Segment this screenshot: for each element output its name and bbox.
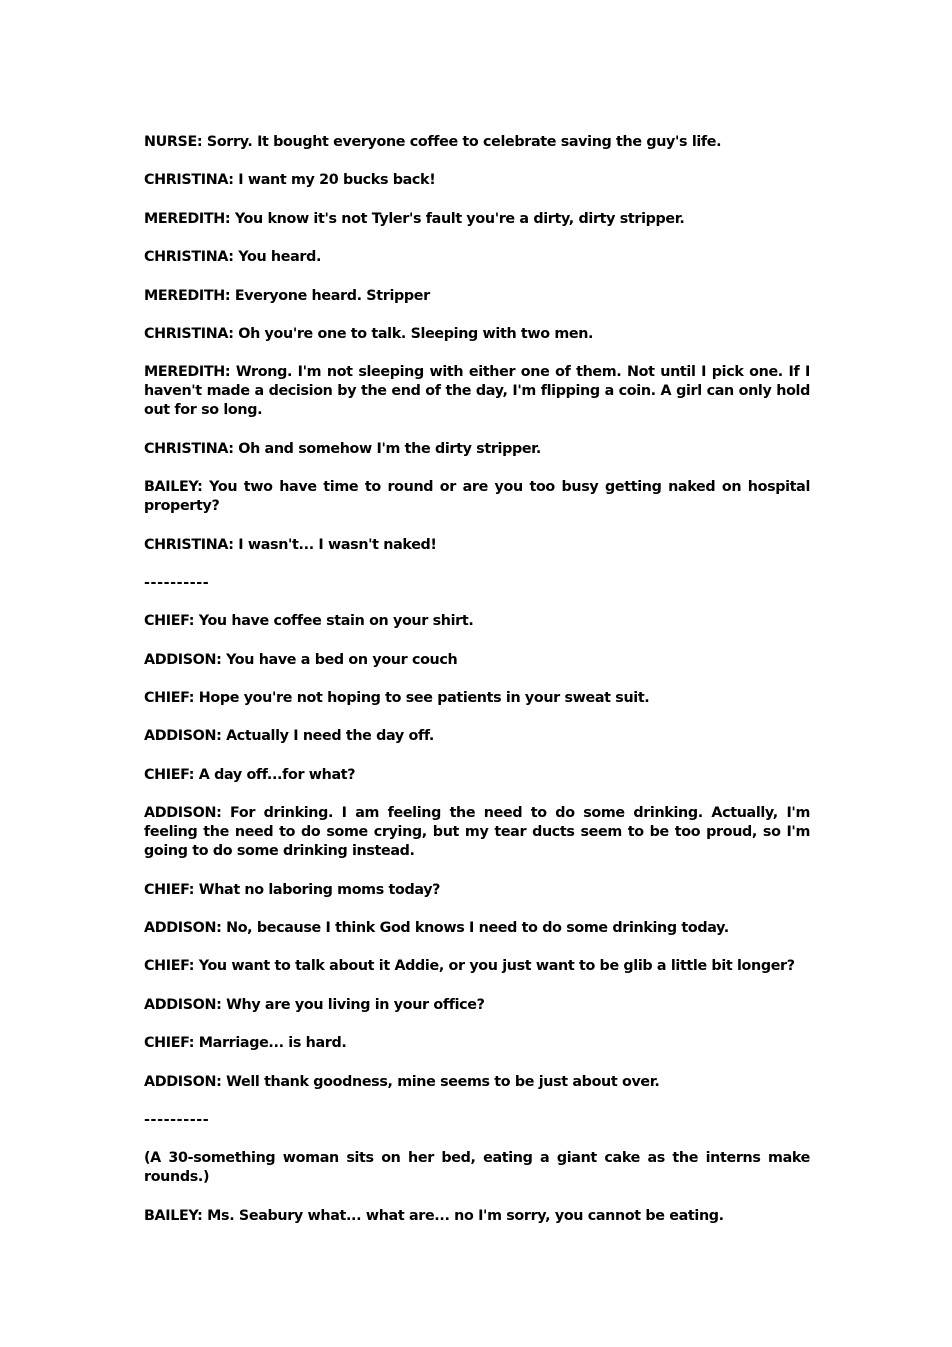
dialogue-line: CHRISTINA: I wasn't... I wasn't naked! — [144, 536, 437, 553]
dialogue-line: BAILEY: You two have time to round or are you too busy getting naked on hospital property? — [144, 479, 810, 515]
dialogue-line: CHIEF: Marriage... is hard. — [144, 1035, 347, 1052]
dialogue-line: ADDISON: Actually I need the day off. — [144, 728, 434, 745]
dialogue-line: ADDISON: Why are you living in your office? — [144, 996, 485, 1013]
dialogue-line: CHRISTINA: You heard. — [144, 249, 322, 266]
scene-divider: ---------- — [144, 1111, 210, 1128]
dialogue-line: CHRISTINA: Oh and somehow I'm the dirty stripper. — [144, 440, 541, 457]
dialogue-line: CHIEF: What no laboring moms today? — [144, 881, 441, 898]
dialogue-line: MEREDITH: Wrong. I'm not sleeping with either one of them. Not until I pick one. If I haven't made a decision by the end of the day, I'm flipping a coin. A girl can only hold out for so long. — [144, 364, 810, 419]
dialogue-line: BAILEY: Ms. Seabury what... what are... no I'm sorry, you cannot be eating. — [144, 1207, 724, 1224]
script-text-body — [144, 133, 810, 1245]
dialogue-line: CHIEF: A day off...for what? — [144, 766, 356, 783]
dialogue-line: CHIEF: You have coffee stain on your shirt. — [144, 613, 474, 630]
dialogue-line: ADDISON: For drinking. I am feeling the need to do some drinking. Actually, I'm feeling the need to do some crying, but my tear ducts seem to be too proud, so I'm going to do some drinking instead. — [144, 805, 810, 860]
dialogue-line: CHIEF: Hope you're not hoping to see patients in your sweat suit. — [144, 690, 650, 707]
dialogue-line: MEREDITH: You know it's not Tyler's fault you're a dirty, dirty stripper. — [144, 210, 685, 227]
dialogue-line: ADDISON: Well thank goodness, mine seems to be just about over. — [144, 1073, 660, 1090]
dialogue-line: MEREDITH: Everyone heard. Stripper — [144, 287, 430, 304]
stage-direction: (A 30-something woman sits on her bed, eating a giant cake as the interns make rounds.) — [144, 1150, 810, 1186]
dialogue-line: ADDISON: No, because I think God knows I need to do some drinking today. — [144, 920, 729, 937]
dialogue-line: CHIEF: You want to talk about it Addie, or you just want to be glib a little bit longer? — [144, 958, 795, 975]
dialogue-line: NURSE: Sorry. It bought everyone coffee to celebrate saving the guy's life. — [144, 134, 722, 150]
dialogue-line: CHRISTINA: Oh you're one to talk. Sleeping with two men. — [144, 325, 594, 342]
scene-divider: ---------- — [144, 574, 210, 591]
dialogue-line: ADDISON: You have a bed on your couch — [144, 651, 458, 668]
dialogue-line: CHRISTINA: I want my 20 bucks back! — [144, 172, 436, 189]
